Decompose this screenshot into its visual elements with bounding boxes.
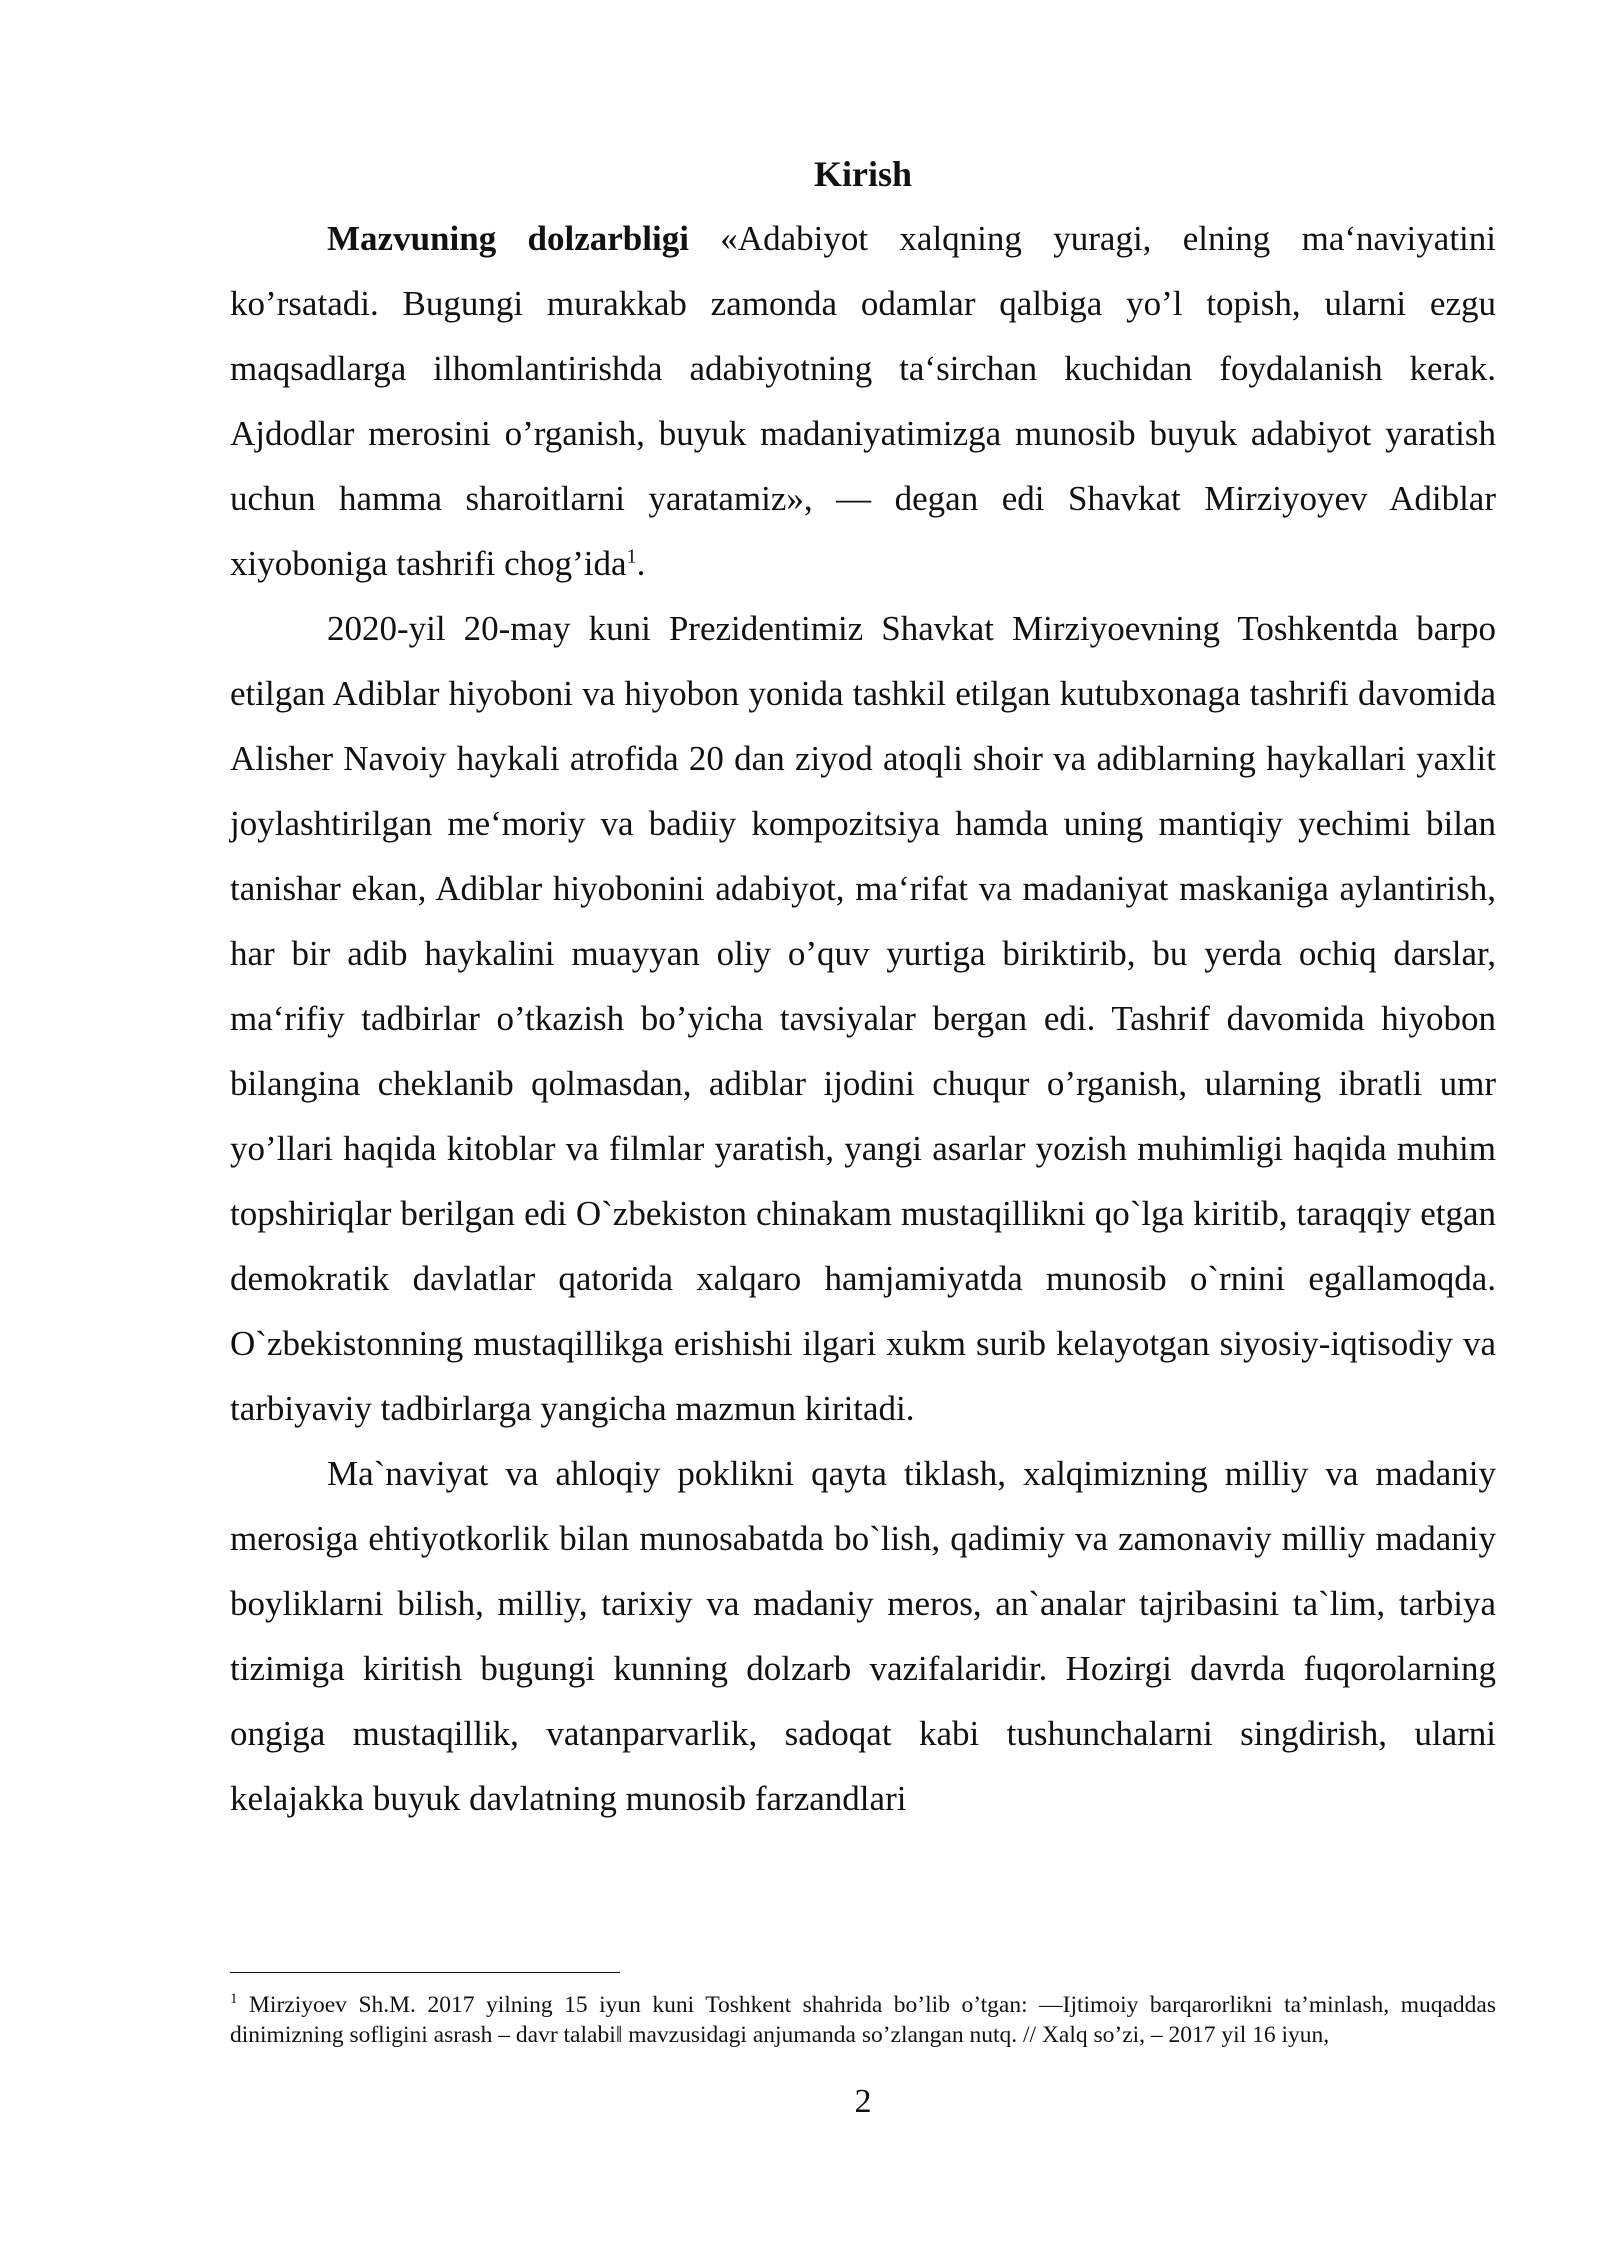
footnote-reference[interactable]: 1	[626, 545, 637, 568]
footnote-separator	[230, 1972, 620, 1973]
paragraph-adiblar-hiyoboni: 2020-yil 20-may kuni Prezidentimiz Shavkat Mirziyoevning Toshkentda barpo etilgan Adiblar hiyoboni va hiyobon yonida tashkil etilgan kutubxonaga tashrifi davomida Alisher Navoiy haykali atrofida 20 dan ziyod atoqli shoir va adiblarning haykallari yaxlit joylashtirilgan meʻmoriy va badiiy kompozitsiya hamda uning mantiqiy yechimi bilan tanishar ekan, Adiblar hiyobonini adabiyot, maʻrifat va madaniyat maskaniga aylantirish, har bir adib haykalini muayyan oliy o’quv yurtiga biriktirib, bu yerda ochiq darslar, maʻrifiy tadbirlar o’tkazish bo’yicha tavsiyalar bergan edi. Tashrif davomida hiyobon bilangina cheklanib qolmasdan, adiblar ijodini chuqur o’rganish, ularning ibratli umr yo’llari haqida kitoblar va filmlar yaratish, yangi asarlar yozish muhimligi haqida muhim topshiriqlar berilgan edi O`zbekiston chinakam mustaqillikni qo`lga kiritib, taraqqiy etgan demokratik davlatlar qatorida xalqaro hamjamiyatda munosib o`rnini egallamoqda. O`zbekistonning mustaqillikga erishishi ilgari xukm surib kelayotgan siyosiy-iqtisodiy va tarbiyaviy tadbirlarga yangicha mazmun kiritadi.	[230, 609, 1496, 1428]
footnote	[230, 1990, 1496, 2050]
page-number: 2	[854, 2083, 872, 2120]
paragraph-text: «Adabiyot xalqning yuragi, elning maʻnaviyatini ko’rsatadi. Bugungi murakkab zamonda odamlar qalbiga yo’l topish, ularni ezgu maqsadlarga ilhomlantirishda adabiyotning taʻsirchan kuchidan foydalanish kerak. Ajdodlar merosini o’rganish, buyuk madaniyatimizga munosib buyuk adabiyot yaratish uchun hamma sharoitlarni yaratamiz», — degan edi Shavkat Mirziyoyev Adiblar xiyoboniga tashrifi chog’ida	[230, 219, 1496, 583]
paragraph-manaviyat: Ma`naviyat va ahloqiy poklikni qayta tiklash, xalqimizning milliy va madaniy merosiga ehtiyotkorlik bilan munosabatda bo`lish, qadimiy va zamonaviy milliy madaniy boyliklarni bilish, milliy, tarixiy va madaniy meros, an`analar tajribasini ta`lim, tarbiya tizimiga kiritish bugungi kunning dolzarb vazifalaridir. Hozirgi davrda fuqorolarning ongiga mustaqillik, vatanparvarlik, sadoqat kabi tushunchalarni singdirish, ularni kelajakka buyuk davlatning munosib farzandlari	[230, 1454, 1496, 1818]
paragraph-lead-bold: Mazvuning dolzarbligi	[327, 219, 689, 258]
footnote-text: Mirziyoev Sh.M. 2017 yilning 15 iyun kuni Toshkent shahrida bo’lib o’tgan: ―Ijtimoiy barqarorlikni ta’minlash, muqaddas dinimizning sofligini asrash – davr talabi‖ mavzusidagi anjumanda so’zlangan nutq. // Xalq so’zi, – 2017 yil 16 iyun,	[230, 1992, 1496, 2048]
footnote-marker: 1	[230, 1991, 238, 2008]
paragraph-end-punctuation: .	[636, 544, 646, 583]
section-title: Kirish	[813, 154, 912, 194]
paragraph-dolzarblik	[230, 206, 1496, 596]
body-text	[230, 148, 1496, 1831]
